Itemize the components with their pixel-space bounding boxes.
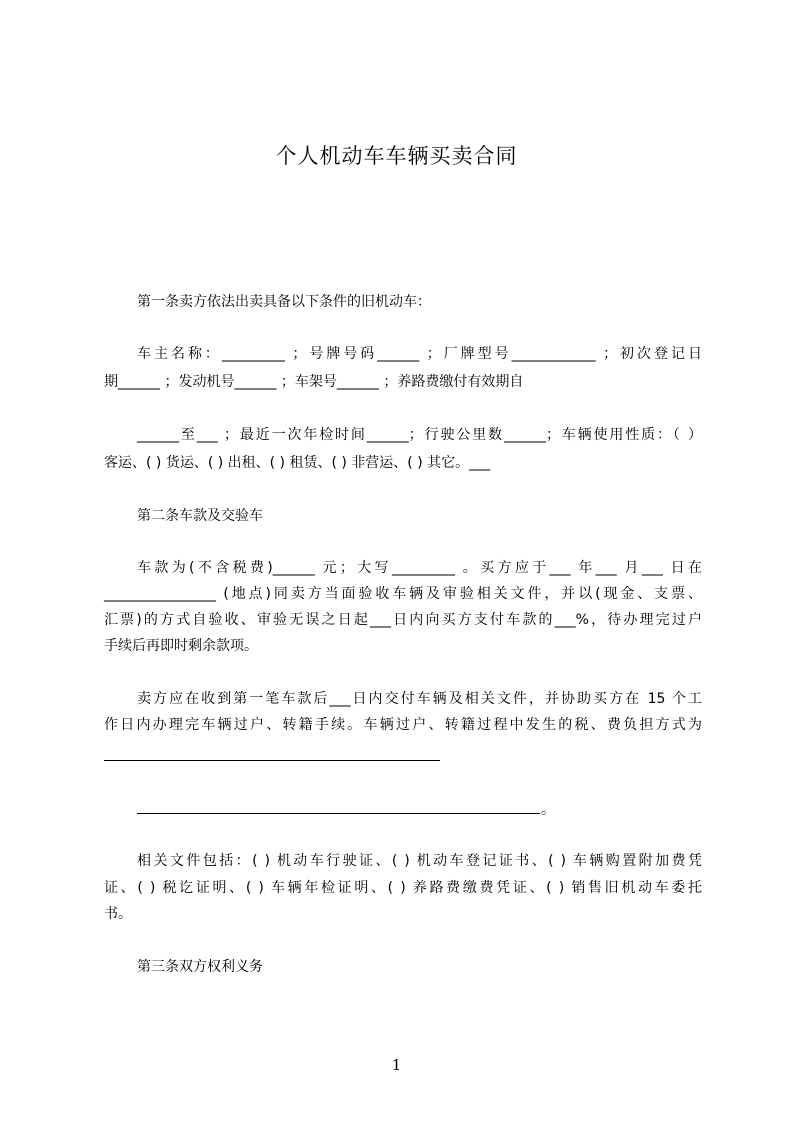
fee-blank-underline-2 [137,813,540,814]
article1-heading: 第一条卖方依法出卖具备以下条件的旧机动车： [137,294,431,310]
vehicle-usage-line-1: ______至___ ；最近一次年检时间______；行驶公里数______；车辆使用性质：（ ） [137,427,702,443]
vehicle-info-line-1: 车主名称：_________ ；号牌号码______ ；厂牌型号____________ ；初次登记日 [137,346,702,362]
page-number: 1 [391,1056,402,1074]
payment-line-1: 车款为(不含税费)______ 元；大写_________ 。买方应于___ 年___ 月___ 日在 [137,560,702,576]
payment-line-4: 手续后再即时剩余款项。 [104,638,258,654]
payment-line-2: ________________ (地点)同卖方当面验收车辆及审验相关文件，并以(现金、支票、 [104,586,702,602]
documents-line-2: 证、( ) 税讫证明、( ) 车辆年检证明、( ) 养路费缴费凭证、( ) 销售旧机动车委托 [104,880,702,896]
vehicle-info-line-2: 期______ ；发动机号______ ；车架号______ ；养路费缴付有效期自 [104,374,524,390]
article2-heading: 第二条车款及交验车 [137,508,263,524]
vehicle-usage-line-2: 客运、( ) 货运、( ) 出租、( ) 租赁、( ) 非营运、( ) 其它。___ [104,455,491,471]
fee-blank-period: 。 [541,802,555,818]
transfer-line-2: 作日内办理完车辆过户、转籍手续。车辆过户、转籍过程中发生的税、费负担方式为 [104,717,702,733]
fee-blank-underline [104,760,440,761]
documents-line-3: 书。 [104,906,132,922]
documents-line-1: 相关文件包括：( ) 机动车行驶证、( ) 机动车登记证书、( ) 车辆购置附加费凭 [137,853,702,869]
payment-line-3: 汇票)的方式自验收、审验无误之日起___日内向买方支付车款的___%，待办理完过户 [104,612,702,628]
document-title: 个人机动车车辆买卖合同 [275,144,518,168]
transfer-line-1: 卖方应在收到第一笔车款后___日内交付车辆及相关文件，并协助买方在 15 个工 [137,691,702,707]
article3-heading: 第三条双方权利义务 [137,959,263,975]
